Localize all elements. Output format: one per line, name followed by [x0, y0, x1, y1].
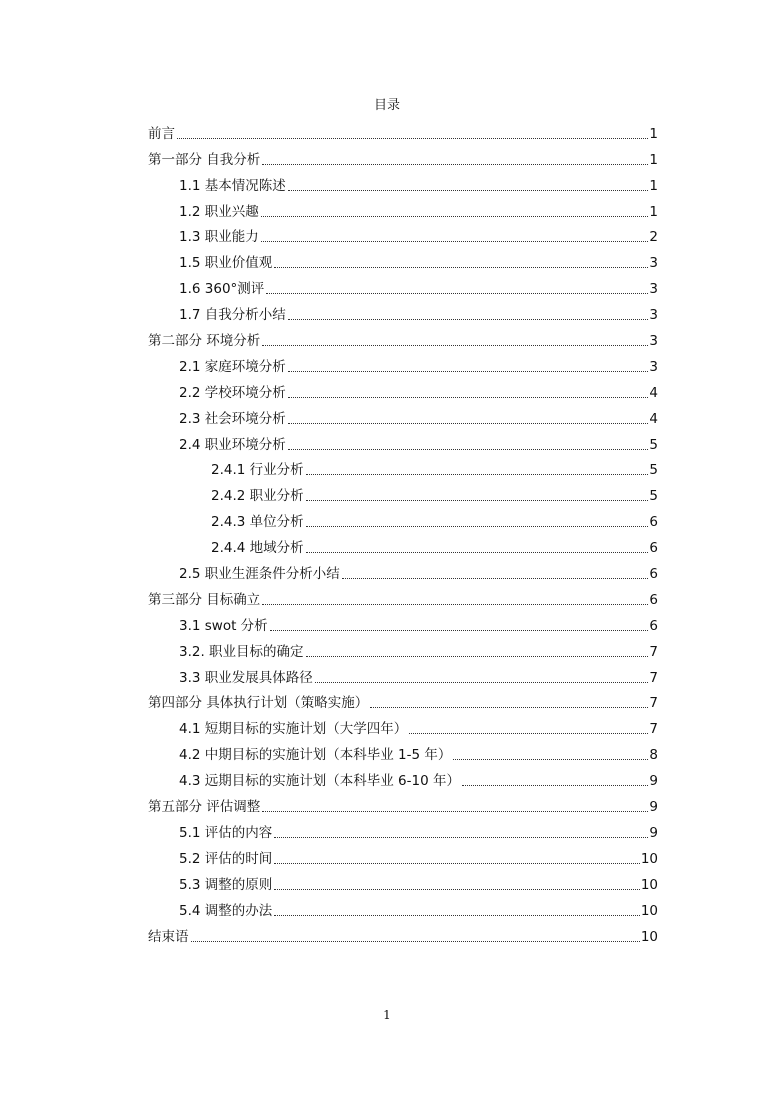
toc-entry-page: 5 [649, 462, 658, 479]
toc-list [148, 117, 658, 946]
toc-entry-label: 1.7 自我分析小结 [179, 307, 286, 324]
toc-dot-leader [453, 759, 648, 760]
toc-dot-leader [262, 604, 648, 605]
toc-entry-page: 6 [649, 514, 658, 531]
toc-entry-label: 2.4 职业环境分析 [179, 436, 286, 453]
toc-entry-label: 4.1 短期目标的实施计划（大学四年） [179, 721, 408, 738]
toc-entry-label: 5.1 评估的内容 [179, 824, 273, 841]
toc-entry-page: 7 [649, 643, 658, 660]
toc-dot-leader [342, 578, 648, 579]
toc-dot-leader [177, 138, 648, 139]
toc-entry-label: 2.4.1 行业分析 [211, 462, 304, 479]
toc-entry[interactable] [148, 376, 658, 402]
toc-entry-page: 10 [640, 928, 658, 945]
toc-dot-leader [262, 345, 648, 346]
toc-entry-label: 2.5 职业生涯条件分析小结 [179, 566, 340, 583]
toc-entry[interactable] [148, 143, 658, 169]
toc-dot-leader [274, 915, 640, 916]
toc-entry-page: 1 [649, 151, 658, 168]
toc-dot-leader [191, 941, 640, 942]
toc-dot-leader [306, 552, 648, 553]
toc-entry-page: 5 [649, 488, 658, 505]
toc-entry-page: 7 [649, 669, 658, 686]
toc-entry-page: 3 [649, 333, 658, 350]
toc-entry-page: 7 [649, 721, 658, 738]
toc-entry-page: 3 [649, 281, 658, 298]
toc-entry-label: 2.4.3 单位分析 [211, 514, 304, 531]
page-number: 1 [383, 1008, 391, 1022]
toc-entry[interactable] [148, 868, 658, 894]
toc-entry-page: 9 [649, 799, 658, 816]
toc-dot-leader [288, 449, 648, 450]
toc-entry-page: 10 [640, 876, 658, 893]
toc-entry-label: 5.4 调整的办法 [179, 902, 273, 919]
toc-dot-leader [274, 863, 640, 864]
toc-dot-leader [274, 267, 648, 268]
toc-entry-page: 3 [649, 255, 658, 272]
toc-dot-leader [462, 785, 648, 786]
toc-entry-label: 第三部分 目标确立 [148, 591, 261, 608]
toc-entry-label: 2.4.4 地域分析 [211, 540, 304, 557]
toc-dot-leader [288, 190, 648, 191]
toc-dot-leader [270, 630, 648, 631]
toc-dot-leader [306, 526, 648, 527]
toc-entry-page: 1 [649, 125, 658, 142]
toc-entry-page: 10 [640, 850, 658, 867]
toc-entry-page: 6 [649, 540, 658, 557]
toc-entry[interactable] [148, 117, 658, 143]
toc-entry-label: 第五部分 评估调整 [148, 799, 261, 816]
toc-entry-label: 2.2 学校环境分析 [179, 384, 286, 401]
toc-entry-page: 1 [649, 203, 658, 220]
toc-entry[interactable] [148, 687, 658, 713]
toc-entry[interactable] [148, 272, 658, 298]
toc-entry[interactable] [148, 790, 658, 816]
toc-entry-label: 4.2 中期目标的实施计划（本科毕业 1-5 年） [179, 747, 452, 764]
toc-dot-leader [288, 423, 648, 424]
toc-entry[interactable] [148, 428, 658, 454]
toc-entry[interactable] [148, 661, 658, 687]
toc-dot-leader [306, 656, 648, 657]
toc-entry-label: 5.3 调整的原则 [179, 876, 273, 893]
toc-entry[interactable] [148, 221, 658, 247]
toc-dot-leader [262, 164, 648, 165]
toc-entry-page: 9 [649, 773, 658, 790]
toc-entry[interactable] [148, 583, 658, 609]
toc-entry-page: 4 [649, 410, 658, 427]
toc-entry-label: 5.2 评估的时间 [179, 850, 273, 867]
toc-entry[interactable] [148, 738, 658, 764]
toc-entry-page: 5 [649, 436, 658, 453]
toc-entry[interactable] [148, 195, 658, 221]
toc-entry-label: 1.2 职业兴趣 [179, 203, 259, 220]
toc-entry-label: 4.3 远期目标的实施计划（本科毕业 6-10 年） [179, 773, 460, 790]
toc-entry-label: 3.1 swot 分析 [179, 617, 268, 634]
toc-entry-label: 第四部分 具体执行计划（策略实施） [148, 695, 369, 712]
toc-entry[interactable] [148, 350, 658, 376]
toc-dot-leader [274, 889, 640, 890]
toc-entry-page: 6 [649, 591, 658, 608]
toc-entry-page: 9 [649, 824, 658, 841]
toc-entry-page: 3 [649, 358, 658, 375]
toc-dot-leader [306, 500, 648, 501]
toc-entry-page: 8 [649, 747, 658, 764]
toc-dot-leader [261, 241, 648, 242]
toc-entry[interactable] [148, 920, 658, 946]
toc-dot-leader [409, 733, 648, 734]
toc-entry[interactable] [148, 635, 658, 661]
toc-dot-leader [261, 216, 648, 217]
toc-entry[interactable] [148, 816, 658, 842]
toc-entry-label: 结束语 [148, 928, 189, 945]
toc-dot-leader [288, 397, 648, 398]
toc-entry[interactable] [148, 894, 658, 920]
toc-entry-label: 1.6 360°测评 [179, 281, 265, 298]
toc-entry-page: 10 [640, 902, 658, 919]
toc-entry[interactable] [148, 609, 658, 635]
toc-entry-page: 6 [649, 617, 658, 634]
toc-entry-label: 2.3 社会环境分析 [179, 410, 286, 427]
toc-entry[interactable] [148, 842, 658, 868]
toc-entry-page: 7 [649, 695, 658, 712]
toc-dot-leader [288, 371, 648, 372]
toc-entry-page: 1 [649, 177, 658, 194]
toc-entry[interactable] [148, 298, 658, 324]
toc-entry[interactable] [148, 557, 658, 583]
toc-entry-label: 3.3 职业发展具体路径 [179, 669, 313, 686]
toc-entry-label: 第二部分 环境分析 [148, 333, 261, 350]
toc-entry-label: 2.4.2 职业分析 [211, 488, 304, 505]
toc-dot-leader [266, 293, 648, 294]
toc-entry-page: 6 [649, 566, 658, 583]
toc-title: 目录 [373, 98, 400, 113]
toc-entry-label: 3.2. 职业目标的确定 [179, 643, 304, 660]
toc-entry[interactable] [148, 246, 658, 272]
toc-dot-leader [262, 811, 648, 812]
toc-entry-label: 第一部分 自我分析 [148, 151, 261, 168]
toc-entry[interactable] [148, 169, 658, 195]
toc-entry[interactable] [148, 479, 658, 505]
toc-entry-page: 3 [649, 307, 658, 324]
toc-entry[interactable] [148, 505, 658, 531]
toc-entry[interactable] [148, 402, 658, 428]
toc-dot-leader [315, 682, 648, 683]
toc-entry-label: 前言 [148, 125, 175, 142]
toc-entry-page: 2 [649, 229, 658, 246]
toc-entry-label: 1.1 基本情况陈述 [179, 177, 286, 194]
toc-entry[interactable] [148, 324, 658, 350]
toc-entry-label: 2.1 家庭环境分析 [179, 358, 286, 375]
toc-entry[interactable] [148, 454, 658, 480]
toc-entry[interactable] [148, 531, 658, 557]
toc-dot-leader [306, 474, 648, 475]
toc-entry-label: 1.3 职业能力 [179, 229, 259, 246]
toc-entry[interactable] [148, 764, 658, 790]
toc-entry-page: 4 [649, 384, 658, 401]
toc-dot-leader [288, 319, 648, 320]
toc-dot-leader [370, 707, 648, 708]
toc-entry-label: 1.5 职业价值观 [179, 255, 273, 272]
toc-entry[interactable] [148, 712, 658, 738]
toc-dot-leader [274, 837, 648, 838]
